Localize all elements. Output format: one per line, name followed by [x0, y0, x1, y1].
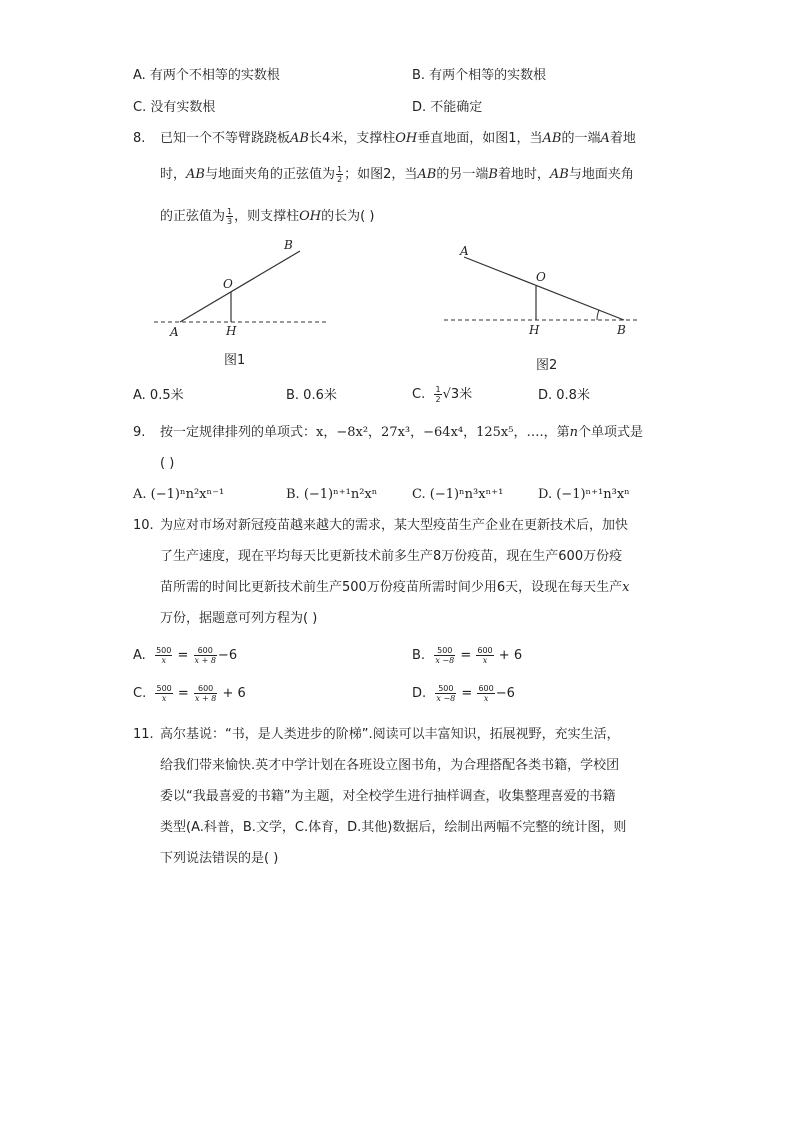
figure-2 — [440, 238, 650, 378]
label-h: H — [226, 324, 237, 338]
q8-line-2: 时，AB与地面夹角的正弦值为 $\frac{1}{2}$ ；如图2，当AB的另一端B着地时，AB与地面夹角 — [160, 165, 634, 184]
label-b: B — [284, 238, 293, 252]
q9-paren: ( ) — [160, 456, 175, 471]
q8-option-d: D. 0.8米 — [538, 388, 590, 403]
figure-1 — [150, 235, 340, 375]
label-a: A — [460, 244, 469, 258]
q9-option-b: B. (−1)ⁿ⁺¹n²xⁿ — [286, 487, 378, 502]
angle-arc — [597, 310, 599, 320]
q11-line-5: 下列说法错误的是( ) — [160, 851, 279, 866]
figure-1-caption: 图1 — [224, 353, 246, 368]
q11-line-3: 委以“我最喜爱的书籍”为主题，对全校学生进行抽样调查，收集整理喜爱的书籍 — [160, 789, 616, 804]
q10-line-1: 为应对市场对新冠疫苗越来越大的需求，某大型疫苗生产企业在更新技术后，加快 — [160, 518, 629, 533]
q9-option-c: C. (−1)ⁿn³xⁿ⁺¹ — [412, 487, 504, 502]
q10-line-4: 万份，据题意可列方程为( ) — [160, 611, 318, 626]
label-h: H — [529, 323, 540, 337]
q7-option-b: B. 有两个相等的实数根 — [412, 68, 547, 83]
q7-option-a: A. 有两个不相等的实数根 — [133, 68, 280, 83]
label-b: B — [617, 323, 626, 337]
q10-line-2: 了生产速度，现在平均每天比更新技术前多生产8万份疫苗，现在生产600万份疫 — [160, 549, 623, 564]
q9-option-d: D. (−1)ⁿ⁺¹n³xⁿ — [538, 487, 630, 502]
q8-option-b: B. 0.6米 — [286, 388, 337, 403]
figure-2-caption: 图2 — [536, 358, 558, 373]
fraction-one-third: $\frac{1}{3}$ — [227, 207, 233, 226]
q8-line-3: 的正弦值为 $\frac{1}{3}$ ，则支撑柱OH的长为( ) — [160, 207, 375, 226]
q9-line-1: 按一定规律排列的单项式：x，−8x²，27x³，−64x⁴，125x⁵，….，第n个单项式是 — [160, 425, 644, 440]
q7-option-d: D. 不能确定 — [412, 100, 483, 115]
q9-number: 9. — [133, 425, 146, 440]
q8-option-c: C. $\frac{1}{2}$ √3米 — [412, 385, 473, 404]
q11-line-1: 高尔基说：“书，是人类进步的阶梯”.阅读可以丰富知识，拓展视野，充实生活， — [160, 727, 620, 742]
seesaw-board — [180, 251, 300, 322]
q11-line-2: 给我们带来愉快.英才中学计划在各班设立图书角，为合理搭配各类书籍，学校团 — [160, 758, 620, 773]
label-o: O — [536, 270, 546, 284]
q9-option-a: A. (−1)ⁿn²xⁿ⁻¹ — [133, 487, 225, 502]
fraction-one-half: $\frac{1}{2}$ — [336, 165, 343, 184]
q10-option-a: A. $\frac{500}{x}$ = $\frac{600}{x + 8}$ −6 — [133, 646, 238, 665]
q7-option-c: C. 没有实数根 — [133, 100, 216, 115]
label-a: A — [170, 325, 179, 339]
seesaw-board — [464, 257, 624, 320]
q11-line-4: 类型(A.科普，B.文学，C.体育，D.其他)数据后，绘制出两幅不完整的统计图，则 — [160, 820, 627, 835]
q10-option-b: B. $\frac{500}{x -8}$ = $\frac{600}{x}$ + 6 — [412, 646, 523, 665]
q11-number: 11. — [133, 727, 154, 742]
q8-line-1: 已知一个不等臂跷跷板AB长4米，支撑柱OH垂直地面，如图1，当AB的一端A着地 — [160, 131, 636, 146]
q8-number: 8. — [133, 131, 146, 146]
q10-option-d: D. $\frac{500}{x -8}$ = $\frac{600}{x}$ −6 — [412, 684, 515, 703]
q10-option-c: C. $\frac{500}{x}$ = $\frac{600}{x + 8}$ + 6 — [133, 684, 246, 703]
label-o: O — [223, 277, 233, 291]
q10-number: 10. — [133, 518, 154, 533]
q8-option-a: A. 0.5米 — [133, 388, 184, 403]
q10-line-3: 苗所需的时间比更新技术前生产500万份疫苗所需时间少用6天，设现在每天生产x — [160, 580, 630, 595]
